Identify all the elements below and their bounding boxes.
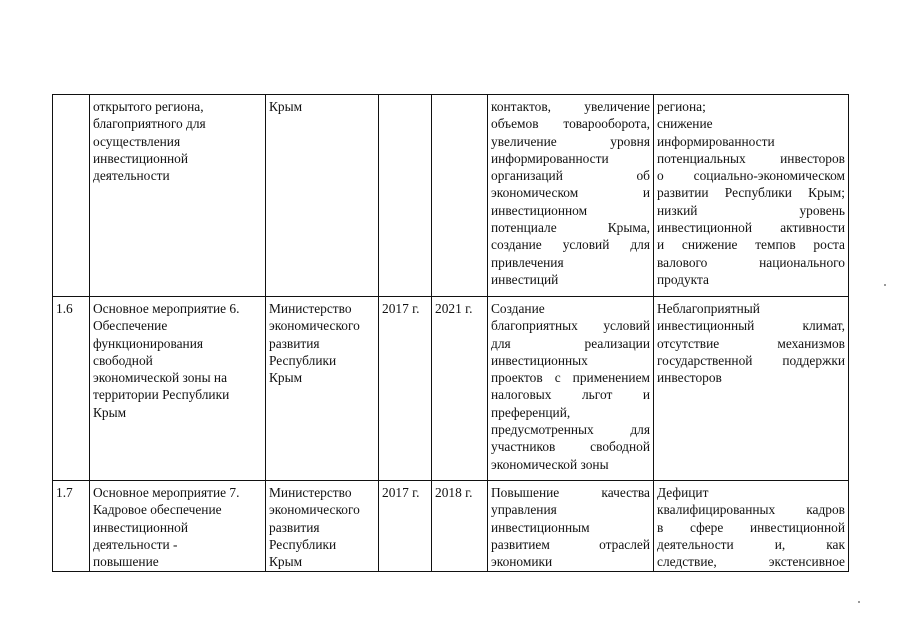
cell-line: инвестиционным: [491, 519, 590, 535]
cell-line: участников свободной: [491, 439, 650, 455]
cell-line: Кадровое обеспечение: [93, 502, 222, 518]
cell-line: инвестиционном: [491, 202, 588, 218]
cell-line: благоприятных условий: [491, 318, 650, 334]
cell-line: региона;: [657, 99, 706, 114]
cell-line: создание условий для: [491, 237, 650, 253]
cell-line: деятельности -: [93, 536, 178, 552]
cell-line: валового национального: [657, 254, 845, 270]
cell-line: Крым: [269, 370, 303, 386]
cell-line: для реализации: [491, 335, 650, 351]
cell-line: и снижение темпов роста: [657, 237, 845, 253]
cell-line: Крым: [269, 99, 303, 114]
cell-line: инвестиционной: [93, 519, 189, 535]
cell-line: потенциале Крыма,: [491, 220, 650, 236]
cell-line: низкий уровень: [657, 202, 845, 218]
cell-line: развития: [269, 519, 320, 535]
cell-line: инвестиционный климат,: [657, 318, 845, 334]
cell-line: развитием отраслей: [491, 536, 650, 552]
row-number: 1.6: [53, 297, 90, 481]
event-cell: [90, 481, 266, 572]
cell-line: привлечения: [491, 254, 564, 270]
cell-line: осуществления: [93, 133, 181, 149]
table-row: [53, 95, 849, 297]
result-cell: [488, 297, 654, 481]
scan-speck: [884, 284, 886, 286]
cell-line: инвестиций: [491, 271, 559, 287]
start-year-cell: 2017 г.: [379, 481, 432, 572]
cell-line: экономическом и: [491, 185, 650, 201]
cell-line: следствие, экстенсивное: [657, 554, 845, 570]
end-year-cell: [432, 95, 488, 297]
executor-cell: [266, 95, 379, 297]
cell-line: управления: [491, 502, 557, 518]
consequence-cell: [654, 297, 849, 481]
row-number: 1.7: [53, 481, 90, 572]
cell-line: о социально-экономическом: [657, 168, 845, 184]
row-number: [53, 95, 90, 297]
cell-line: экономического: [269, 502, 360, 518]
result-cell: [488, 95, 654, 297]
cell-line: отсутствие механизмов: [657, 335, 845, 351]
start-year-cell: [379, 95, 432, 297]
cell-line: снижение: [657, 116, 713, 132]
cell-line: Крым: [93, 404, 127, 420]
consequence-cell: [654, 481, 849, 572]
cell-line: открытого региона,: [93, 99, 204, 114]
cell-line: Основное мероприятие 7.: [93, 485, 240, 500]
cell-line: территории Республики: [93, 387, 230, 403]
cell-line: Основное мероприятие 6.: [93, 301, 240, 316]
cell-line: развития: [269, 335, 320, 351]
program-events-table: [52, 94, 849, 572]
event-cell: [90, 95, 266, 297]
cell-line: повышение: [93, 554, 159, 570]
cell-line: проектов с применением: [491, 370, 650, 386]
cell-line: благоприятного для: [93, 116, 206, 132]
cell-line: свободной: [93, 352, 153, 368]
cell-line: квалифицированных кадров: [657, 502, 845, 518]
cell-line: экономической зоны на: [93, 370, 228, 386]
table-row: [53, 481, 849, 572]
consequence-cell: [654, 95, 849, 297]
start-year-cell: 2017 г.: [379, 297, 432, 481]
cell-line: Республики: [269, 536, 337, 552]
cell-line: экономики: [491, 554, 553, 570]
cell-line: экономического: [269, 318, 360, 334]
cell-line: Обеспечение: [93, 318, 168, 334]
cell-line: Дефицит: [657, 485, 709, 500]
cell-line: Министерство: [269, 485, 352, 500]
cell-line: Крым: [269, 554, 303, 570]
cell-line: инвестиционной активности: [657, 220, 845, 236]
executor-cell: [266, 297, 379, 481]
cell-line: налоговых льгот и: [491, 387, 650, 403]
cell-line: инвестиционных: [491, 352, 588, 368]
cell-line: государственной поддержки: [657, 352, 845, 368]
event-cell: [90, 297, 266, 481]
cell-line: Министерство: [269, 301, 352, 316]
cell-line: организаций об: [491, 168, 650, 184]
cell-line: увеличение уровня: [491, 133, 650, 149]
cell-line: инвестиционной: [93, 150, 189, 166]
cell-line: контактов, увеличение: [491, 99, 650, 114]
end-year-cell: 2018 г.: [432, 481, 488, 572]
result-cell: [488, 481, 654, 572]
cell-line: Создание: [491, 301, 545, 316]
cell-line: потенциальных инвесторов: [657, 150, 845, 166]
cell-line: инвесторов: [657, 370, 722, 386]
cell-line: Республики: [269, 352, 337, 368]
cell-line: экономической зоны: [491, 456, 609, 472]
end-year-cell: 2021 г.: [432, 297, 488, 481]
cell-line: продукта: [657, 271, 709, 287]
cell-line: информированности: [657, 133, 775, 149]
executor-cell: [266, 481, 379, 572]
cell-line: Повышение качества: [491, 485, 650, 500]
cell-line: функционирования: [93, 335, 204, 351]
cell-line: деятельности: [93, 168, 170, 184]
cell-line: развитии Республики Крым;: [657, 185, 845, 201]
cell-line: информированности: [491, 150, 609, 166]
cell-line: объемов товарооборота,: [491, 116, 650, 132]
cell-line: в сфере инвестиционной: [657, 519, 845, 535]
table-row: [53, 297, 849, 481]
scan-speck: [858, 601, 860, 603]
cell-line: преференций,: [491, 404, 571, 420]
cell-line: предусмотренных для: [491, 422, 650, 438]
cell-line: деятельности и, как: [657, 536, 845, 552]
cell-line: Неблагоприятный: [657, 301, 760, 316]
